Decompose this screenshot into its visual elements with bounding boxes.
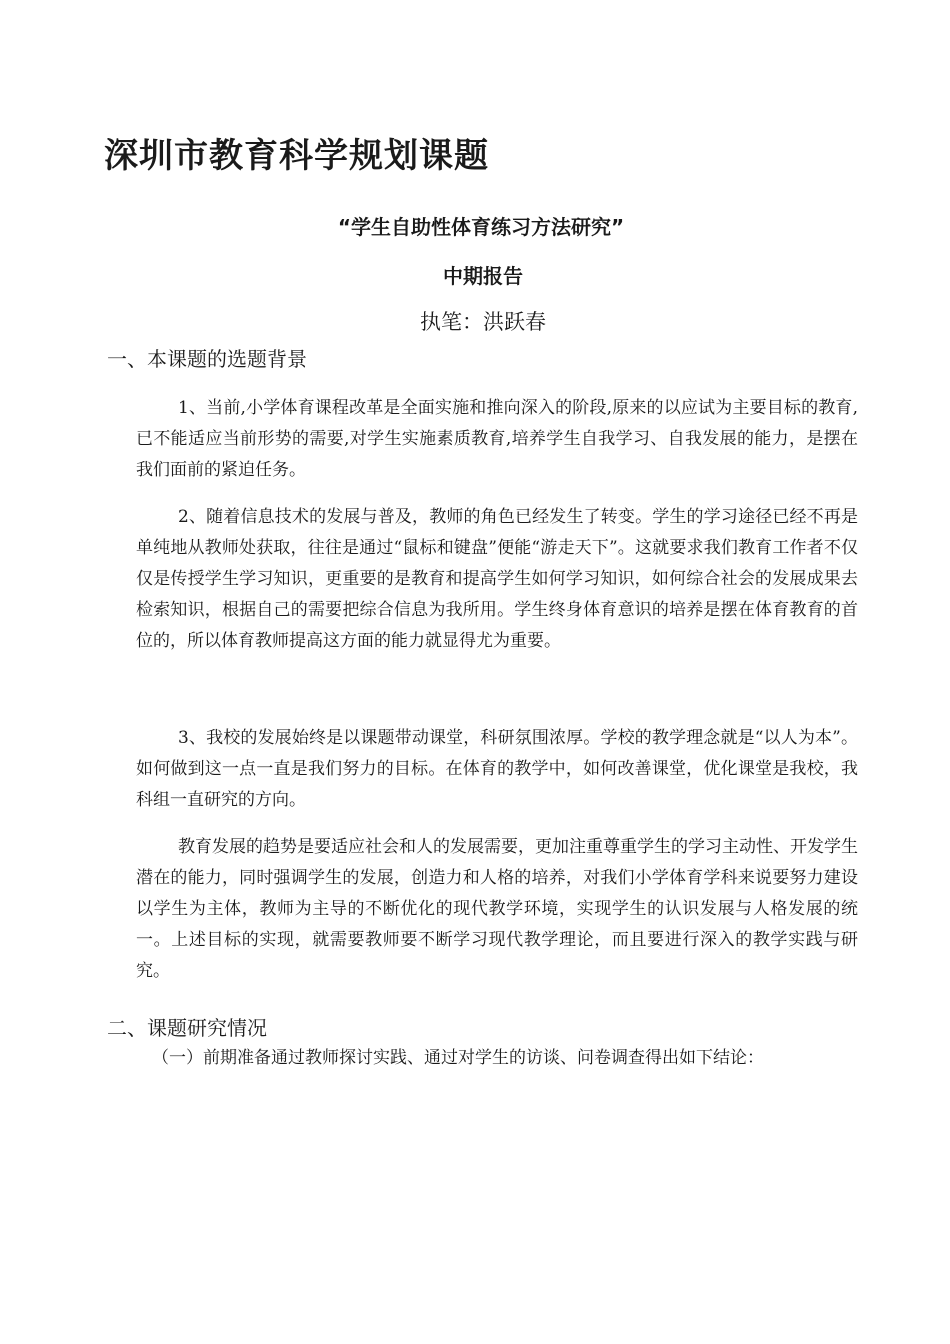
paragraph-1 [136, 393, 858, 486]
paragraph-2-text: 2、随着信息技术的发展与普及，教师的角色已经发生了转变。学生的学习途径已经不再是单纯地从教师处获取，往往是通过“鼠标和键盘”便能“游走天下”。这就要求我们教育工作者不仅仅是传授学生学习知识，更重要的是教育和提高学生如何学习知识，如何综合社会的发展成果去检索知识，根据自己的需要把综合信息为我所用。学生终身体育意识的培养是摆在体育教育的首位的，所以体育教师提高这方面的能力就显得尤为重要。 [136, 507, 858, 651]
report-type-title: 中期报告 [443, 264, 523, 288]
paragraph-1-text: 1、当前,小学体育课程改革是全面实施和推向深入的阶段,原来的以应试为主要目标的教育,已不能适应当前形势的需要,对学生实施素质教育,培养学生自我学习、自我发展的能力，是摆在我们面前的紧迫任务。 [136, 398, 858, 480]
section-heading-research: 二、课题研究情况 [107, 1016, 267, 1040]
topic-title: “学生自助性体育练习方法研究” [337, 215, 625, 239]
author-line: 执笔：洪跃春 [420, 310, 546, 334]
paragraph-4-text: 教育发展的趋势是要适应社会和人的发展需要，更加注重尊重学生的学习主动性、开发学生潜在的能力，同时强调学生的发展，创造力和人格的培养，对我们小学体育学科来说要努力建设以学生为主体，教师为主导的不断优化的现代教学环境，实现学生的认识发展与人格发展的统一。上述目标的实现，就需要教师要不断学习现代教学理论，而且要进行深入的教学实践与研究。 [136, 837, 858, 981]
section-heading-background: 一、本课题的选题背景 [107, 347, 307, 371]
paragraph-3-text: 3、我校的发展始终是以课题带动课堂，科研氛围浓厚。学校的教学理念就是“以人为本”。如何做到这一点一直是我们努力的目标。在体育的教学中，如何改善课堂，优化课堂是我校，我科组一直研究的方向。 [136, 728, 858, 810]
paragraph-3 [136, 723, 858, 816]
paragraph-2 [136, 502, 858, 657]
main-title: 深圳市教育科学规划课题 [104, 136, 489, 176]
research-sub-item-1: （一）前期准备通过教师探讨实践、通过对学生的访谈、问卷调查得出如下结论： [152, 1048, 764, 1068]
paragraph-4 [136, 832, 858, 987]
